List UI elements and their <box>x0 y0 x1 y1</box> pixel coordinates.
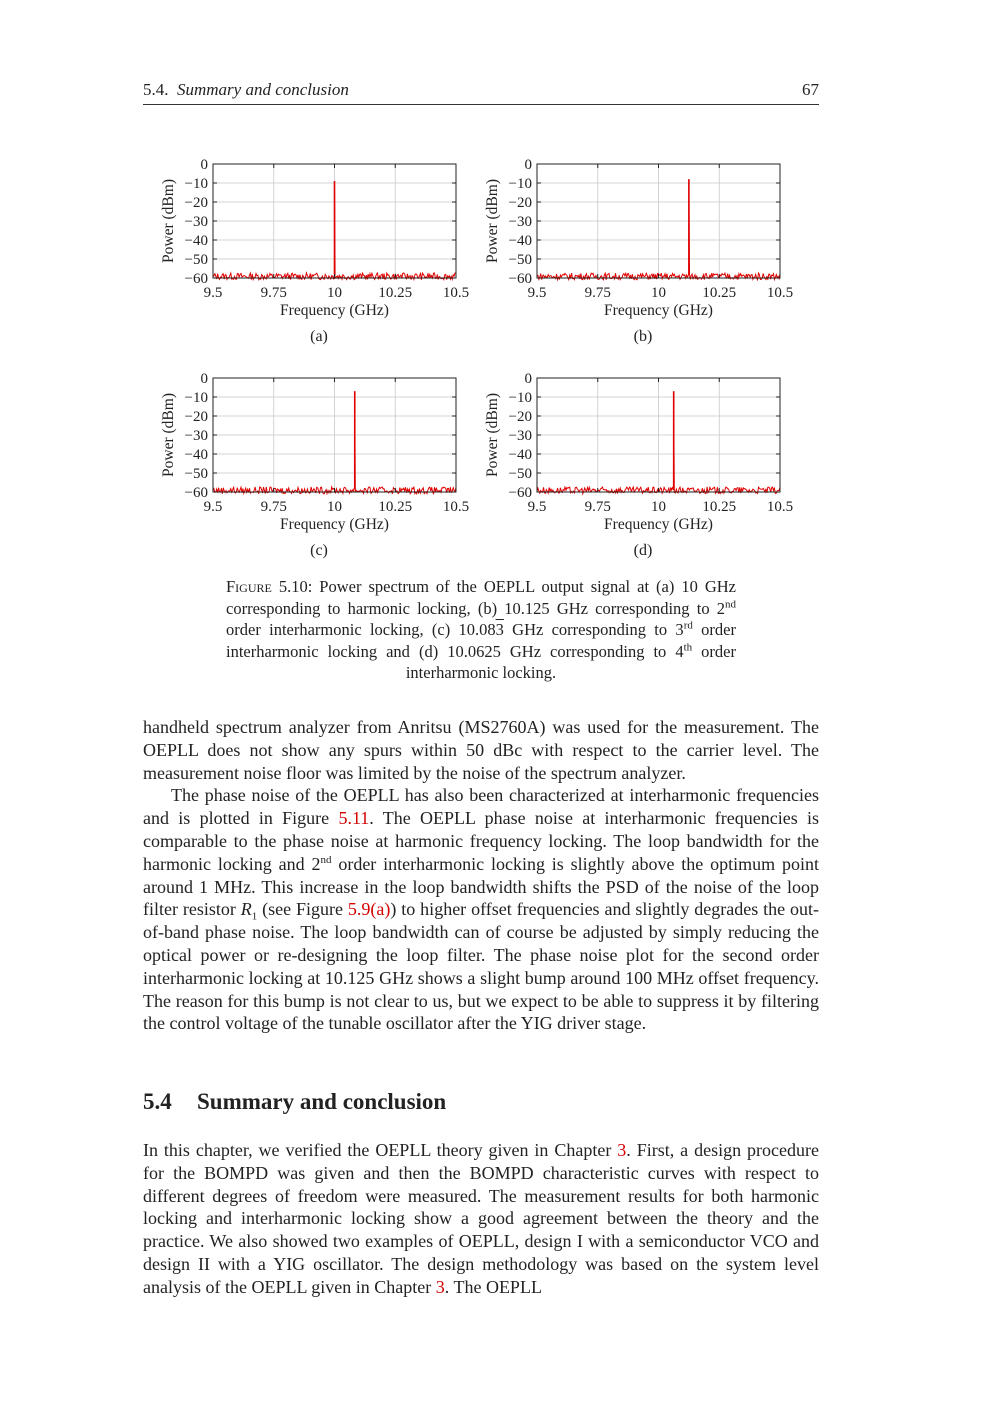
x-axis-label: Frequency (GHz) <box>280 516 389 533</box>
y-tick-label: −30 <box>508 214 532 230</box>
y-tick-label: −20 <box>184 195 208 211</box>
y-axis-label: Power (dBm) <box>160 179 177 263</box>
y-tick-label: −40 <box>184 447 208 463</box>
body-text-2 <box>143 1139 819 1299</box>
x-tick-label: 9.5 <box>527 285 547 301</box>
y-tick-label: 0 <box>200 371 208 387</box>
x-tick-label: 10.5 <box>442 285 470 301</box>
x-tick-label: 10.25 <box>378 285 413 301</box>
x-tick-label: 10.5 <box>766 499 794 515</box>
x-tick-label: 9.75 <box>260 285 287 301</box>
y-tick-label: −30 <box>184 428 208 444</box>
x-axis-label: Frequency (GHz) <box>604 302 713 319</box>
x-tick-label: 9.5 <box>527 499 547 515</box>
y-tick-label: −20 <box>508 409 532 425</box>
y-tick-label: −60 <box>508 485 532 501</box>
y-tick-label: −20 <box>184 409 208 425</box>
plot-c <box>150 364 490 539</box>
figure-label: Figure 5.10: <box>226 577 313 596</box>
plot-b <box>474 150 814 325</box>
x-tick-label: 9.75 <box>260 499 287 515</box>
y-tick-label: −50 <box>184 252 208 268</box>
x-tick-label: 10.5 <box>766 285 794 301</box>
paragraph: In this chapter, we verified the OEPLL theory given in Chapter 3. First, a design procedure for the BOMPD was given and then the BOMPD characteristic curves with respect to different degrees of freedom were measured. The measurement results for both harmonic locking and interharmonic locking show a good agreement between the theory and the practice. We also showed two examples of OEPLL, design I with a semiconductor VCO and design II with a YIG oscillator. The design methodology was based on the system level analysis of the OEPLL given in Chapter 3. The OEPLL <box>143 1140 819 1297</box>
x-tick-label: 9.5 <box>203 285 223 301</box>
x-axis-label: Frequency (GHz) <box>280 302 389 319</box>
y-tick-label: −10 <box>508 176 532 192</box>
y-tick-label: −40 <box>184 233 208 249</box>
y-tick-label: −60 <box>184 485 208 501</box>
header-section: 5.4. Summary and conclusion <box>143 80 349 99</box>
figure-link[interactable]: 5.11 <box>338 808 370 829</box>
y-tick-label: −30 <box>508 428 532 444</box>
chapter-link[interactable]: 3 <box>617 1140 627 1160</box>
subfigure-label-c: (c) <box>310 542 328 559</box>
x-tick-label: 10.25 <box>378 499 413 515</box>
y-tick-label: −10 <box>184 390 208 406</box>
y-tick-label: −40 <box>508 447 532 463</box>
x-tick-label: 10.25 <box>702 499 737 515</box>
page-number: 67 <box>802 80 819 99</box>
y-tick-label: −10 <box>508 390 532 406</box>
y-tick-label: 0 <box>200 157 208 173</box>
x-tick-label: 10.25 <box>702 285 737 301</box>
y-tick-label: −60 <box>184 271 208 287</box>
y-tick-label: 0 <box>524 371 532 387</box>
paragraph: handheld spectrum analyzer from Anritsu (MS2760A) was used for the measurement. The OEPLL does not show any spurs within 50 dBc with respect to the carrier level. The measurement noise floor was limited by the noise of the spectrum analyzer. <box>143 717 819 783</box>
y-tick-label: 0 <box>524 157 532 173</box>
figure-link[interactable]: 5.9(a) <box>347 899 391 920</box>
x-tick-label: 9.75 <box>584 499 611 515</box>
chapter-link[interactable]: 3 <box>435 1276 445 1297</box>
x-tick-label: 10 <box>327 285 342 301</box>
paragraph: The phase noise of the OEPLL has also been characterized at interharmonic frequencies and is plotted in Figure 5.11. The OEPLL phase noise at interharmonic frequencies is comparable to the phase noise at harmonic frequency locking. The loop bandwidth for the harmonic locking and 2nd order interharmonic locking is slightly above the optimum point around 1 MHz. This increase in the loop bandwidth shifts the PSD of the noise of the loop filter resistor $R_1$ (see Figure 5.9(a)) to higher offset frequencies and slightly degrades the out-of-band phase noise. The loop bandwidth can of course be adjusted by simply reducing the optical power or re-designing the loop filter. The phase noise plot for the second order interharmonic locking at 10.125 GHz shows a slight bump around 100 MHz offset frequency. The reason for this bump is not clear to us, but we expect to be able to suppress it by filtering the control voltage of the tunable oscillator after the YIG driver stage. <box>143 785 820 1034</box>
y-axis-label: Power (dBm) <box>484 179 501 263</box>
x-tick-label: 10 <box>327 499 342 515</box>
y-tick-label: −50 <box>508 466 532 482</box>
plot-d <box>474 364 814 539</box>
x-tick-label: 10.5 <box>442 499 470 515</box>
x-tick-label: 9.5 <box>203 499 223 515</box>
x-tick-label: 10 <box>651 285 666 301</box>
y-tick-label: −20 <box>508 195 532 211</box>
y-axis-label: Power (dBm) <box>160 393 177 477</box>
y-tick-label: −50 <box>184 466 208 482</box>
body-text-1 <box>143 716 819 1035</box>
figure-caption: Figure 5.10: Power spectrum of the OEPLL output signal at (a) 10 GHz corresponding to harmonic locking, (b) 10.125 GHz corresponding to 2nd order interharmonic locking, (c) 10.083 GHz corresponding to 3rd order interharmonic locking and (d) 10.0625 GHz corresponding to 4th order interharmonic locking. <box>226 577 736 682</box>
subfigure-label-b: (b) <box>633 328 653 345</box>
y-axis-label: Power (dBm) <box>484 393 501 477</box>
running-header <box>143 78 819 105</box>
x-tick-label: 9.75 <box>584 285 611 301</box>
plot-a <box>150 150 490 325</box>
y-tick-label: −10 <box>184 176 208 192</box>
section-heading: 5.4 Summary and conclusion <box>143 1089 447 1114</box>
subfigure-label-a: (a) <box>310 328 328 345</box>
y-tick-label: −30 <box>184 214 208 230</box>
y-tick-label: −50 <box>508 252 532 268</box>
x-axis-label: Frequency (GHz) <box>604 516 713 533</box>
y-tick-label: −60 <box>508 271 532 287</box>
y-tick-label: −40 <box>508 233 532 249</box>
x-tick-label: 10 <box>651 499 666 515</box>
subfigure-label-d: (d) <box>633 542 653 559</box>
